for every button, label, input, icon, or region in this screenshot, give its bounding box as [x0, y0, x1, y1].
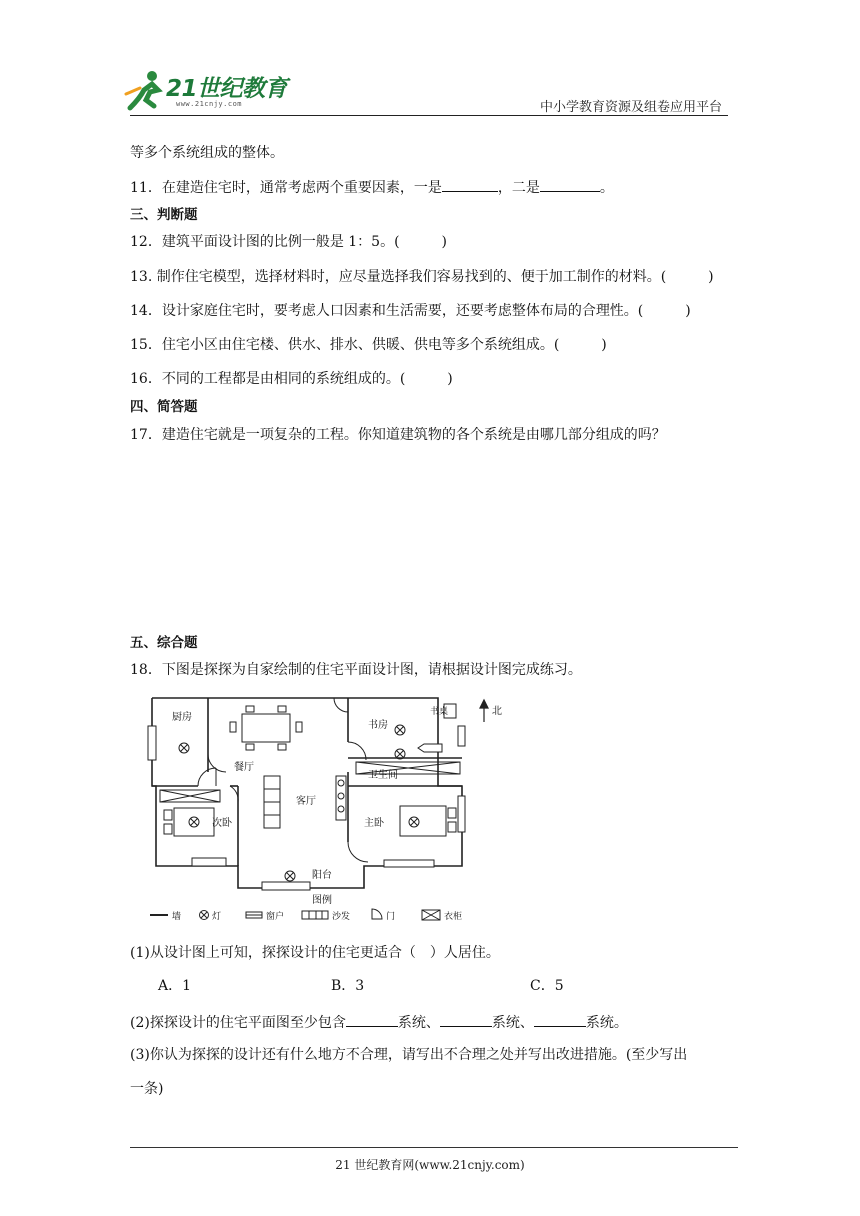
- legend-window: 窗户: [266, 912, 285, 922]
- section-3-heading: 三、判断题: [130, 207, 198, 223]
- q18-2-end: 系统。: [585, 1015, 628, 1031]
- legend-lamp: 灯: [212, 912, 222, 922]
- q11-text-a: 11．在建造住宅时，通常考虑两个重要因素，一是: [130, 180, 442, 196]
- north-arrow-icon: [480, 700, 488, 722]
- label-bathroom: 卫生间: [368, 770, 398, 781]
- question-15: 15．住宅小区由住宅楼、供水、排水、供暖、供电等多个系统组成。( ): [130, 337, 607, 353]
- legend-door: 门: [386, 912, 396, 922]
- label-north: 北: [492, 706, 502, 717]
- q11-text-b: ，二是: [497, 180, 540, 196]
- label-kitchen: 厨房: [172, 712, 192, 723]
- q11-blank-2[interactable]: [540, 177, 600, 192]
- option-a[interactable]: A．1: [158, 978, 192, 994]
- question-11: [130, 177, 614, 197]
- floor-plan-figure: [146, 692, 510, 924]
- question-18: 18．下图是探探为自家绘制的住宅平面设计图，请根据设计图完成练习。: [130, 662, 582, 678]
- question-14: 14．设计家庭住宅时，要考虑人口因素和生活需要，还要考虑整体布局的合理性。( ): [130, 303, 691, 319]
- legend: [150, 909, 440, 920]
- q18-2-blank-2[interactable]: [440, 1012, 492, 1027]
- q18-2-blank-1[interactable]: [346, 1012, 398, 1027]
- question-17: 17．建造住宅就是一项复杂的工程。你知道建筑物的各个系统是由哪几部分组成的吗？: [130, 427, 666, 443]
- q18-2-sys-1: 系统、: [397, 1015, 440, 1031]
- footer-text: 21 世纪教育网(www.21cnjy.com): [335, 1158, 525, 1172]
- section-5-heading: 五、综合题: [130, 635, 198, 651]
- q18-2-sys-2: 系统、: [491, 1015, 534, 1031]
- question-18-2: [130, 1012, 628, 1032]
- header-divider: [130, 115, 728, 116]
- q18-2-text: (2)探探设计的住宅平面图至少包含: [130, 1015, 346, 1031]
- logo-url: www.21cnjy.com: [176, 100, 243, 108]
- q11-text-c: 。: [599, 180, 614, 196]
- question-16: 16．不同的工程都是由相同的系统组成的。( ): [130, 371, 453, 387]
- footer-divider: [130, 1147, 738, 1148]
- question-12: 12．建筑平面设计图的比例一般是 1：5。( ): [130, 234, 448, 250]
- legend-sofa: 沙发: [332, 912, 351, 922]
- platform-name: 中小学教育资源及组卷应用平台: [539, 100, 722, 115]
- option-b[interactable]: B．3: [331, 978, 365, 994]
- runner-icon: [122, 68, 166, 112]
- logo-text: 21世纪教育: [166, 76, 288, 102]
- label-study: 书房: [368, 720, 388, 731]
- legend-wall: 墙: [172, 912, 182, 922]
- label-living: 客厅: [296, 796, 316, 807]
- legend-wardrobe: 衣柜: [444, 912, 463, 922]
- question-13: 13. 制作住宅模型，选择材料时，应尽量选择我们容易找到的、便于加工制作的材料。( ): [130, 269, 714, 285]
- label-bookcase: 书桌: [430, 707, 449, 717]
- section-4-heading: 四、简答题: [130, 399, 198, 415]
- label-second-bedroom: 次卧: [212, 818, 232, 829]
- question-18-1: (1)从设计图上可知，探探设计的住宅更适合（ ）人居住。: [130, 945, 500, 961]
- question-18-3-line2: 一条): [130, 1081, 164, 1097]
- label-dining: 餐厅: [234, 762, 254, 773]
- q18-2-blank-3[interactable]: [534, 1012, 586, 1027]
- continuation-text: 等多个系统组成的整体。: [130, 145, 284, 161]
- legend-title: 图例: [312, 895, 332, 906]
- site-logo: [122, 68, 292, 114]
- label-master-bedroom: 主卧: [364, 818, 384, 829]
- label-balcony: 阳台: [312, 870, 332, 881]
- option-c[interactable]: C．5: [530, 978, 564, 994]
- question-18-3-line1: (3)你认为探探的设计还有什么地方不合理，请写出不合理之处并写出改进措施。(至少写出: [130, 1047, 688, 1063]
- q11-blank-1[interactable]: [442, 177, 498, 192]
